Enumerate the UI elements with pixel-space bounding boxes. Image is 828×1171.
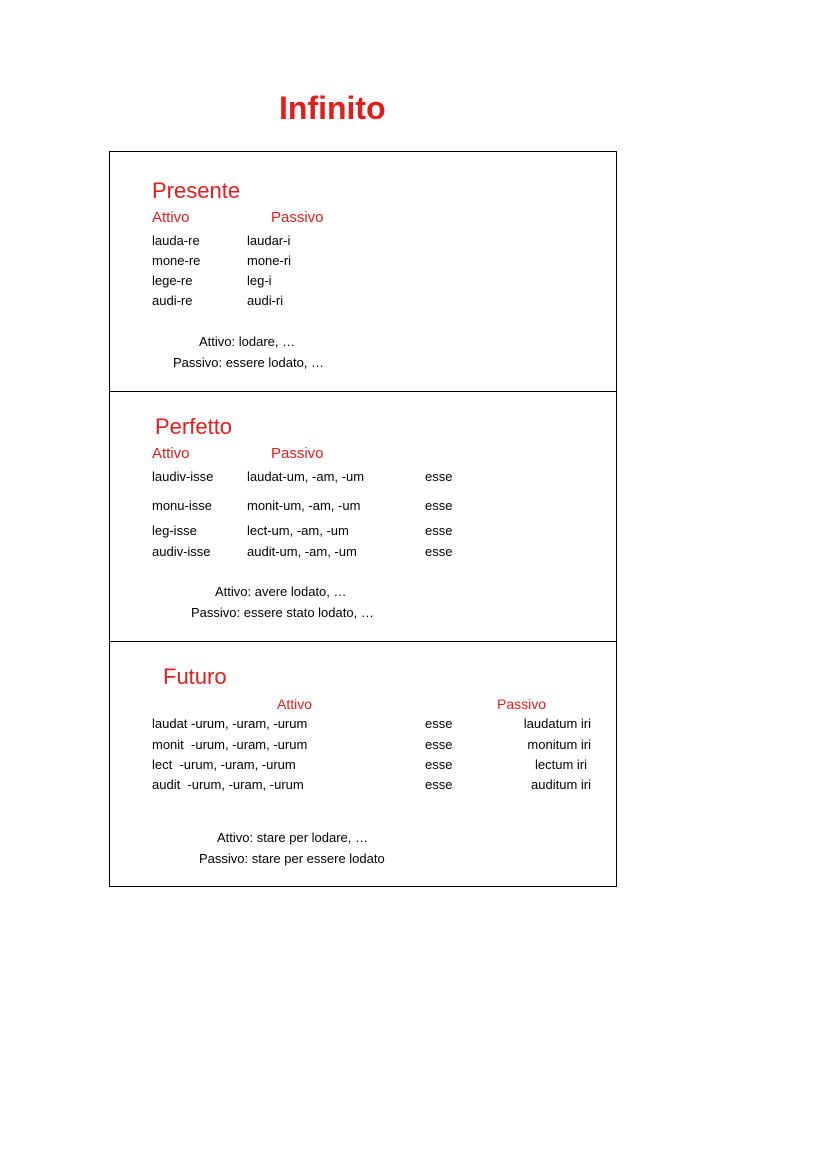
cell-attivo: mone-re (152, 253, 201, 268)
page-title: Infinito (279, 90, 386, 126)
cell-passivo: audi-ri (247, 293, 284, 308)
cell-passivo: laudatum iri (523, 716, 591, 731)
cell-esse: esse (425, 544, 453, 559)
cell-esse: esse (425, 737, 453, 752)
cell-passivo: auditum iri (531, 777, 591, 792)
cell-attivo: laudiv-isse (152, 469, 214, 484)
cell-attivo: leg-isse (152, 523, 197, 538)
column-header-attivo: Attivo (152, 209, 190, 226)
note-passivo: Passivo: essere stato lodato, … (191, 605, 374, 620)
note-passivo: Passivo: essere lodato, … (173, 355, 325, 370)
cell-attivo: audiv-isse (152, 544, 211, 559)
cell-attivo: monit -urum, -uram, -urum (152, 737, 308, 752)
cell-attivo: monu-isse (152, 498, 212, 513)
cell-attivo: lauda-re (152, 233, 200, 248)
cell-esse: esse (425, 523, 453, 538)
cell-passivo: monitum iri (527, 737, 591, 752)
cell-passivo: lectum iri (534, 757, 587, 772)
cell-esse: esse (425, 757, 453, 772)
cell-passivo: audit-um, -am, -um (247, 544, 357, 559)
cell-attivo: audi-re (152, 293, 193, 308)
column-header-passivo: Passivo (271, 209, 324, 226)
cell-attivo: laudat -urum, -uram, -urum (152, 716, 308, 731)
cell-esse: esse (425, 498, 453, 513)
section-heading: Futuro (163, 664, 227, 689)
cell-attivo: lege-re (152, 273, 193, 288)
note-attivo: Attivo: avere lodato, … (215, 584, 347, 599)
cell-passivo: laudat-um, -am, -um (247, 469, 365, 484)
cell-esse: esse (425, 716, 453, 731)
column-header-attivo: Attivo (277, 696, 313, 712)
note-attivo: Attivo: stare per lodare, … (217, 830, 369, 845)
cell-passivo: mone-ri (247, 253, 292, 268)
cell-attivo: lect -urum, -uram, -urum (152, 757, 296, 772)
cell-esse: esse (425, 469, 453, 484)
cell-attivo: audit -urum, -uram, -urum (152, 777, 304, 792)
note-passivo: Passivo: stare per essere lodato (199, 851, 385, 866)
note-attivo: Attivo: lodare, … (199, 334, 296, 349)
section-divider (110, 641, 616, 642)
cell-passivo: laudar-i (247, 233, 291, 248)
column-header-passivo: Passivo (497, 696, 547, 712)
cell-passivo: leg-i (247, 273, 272, 288)
column-header-passivo: Passivo (271, 445, 324, 462)
cell-passivo: monit-um, -am, -um (247, 498, 361, 513)
cell-passivo: lect-um, -am, -um (247, 523, 349, 538)
column-header-attivo: Attivo (152, 445, 190, 462)
section-heading: Perfetto (155, 414, 233, 439)
section-divider (110, 391, 616, 392)
section-heading: Presente (152, 178, 241, 203)
cell-esse: esse (425, 777, 453, 792)
